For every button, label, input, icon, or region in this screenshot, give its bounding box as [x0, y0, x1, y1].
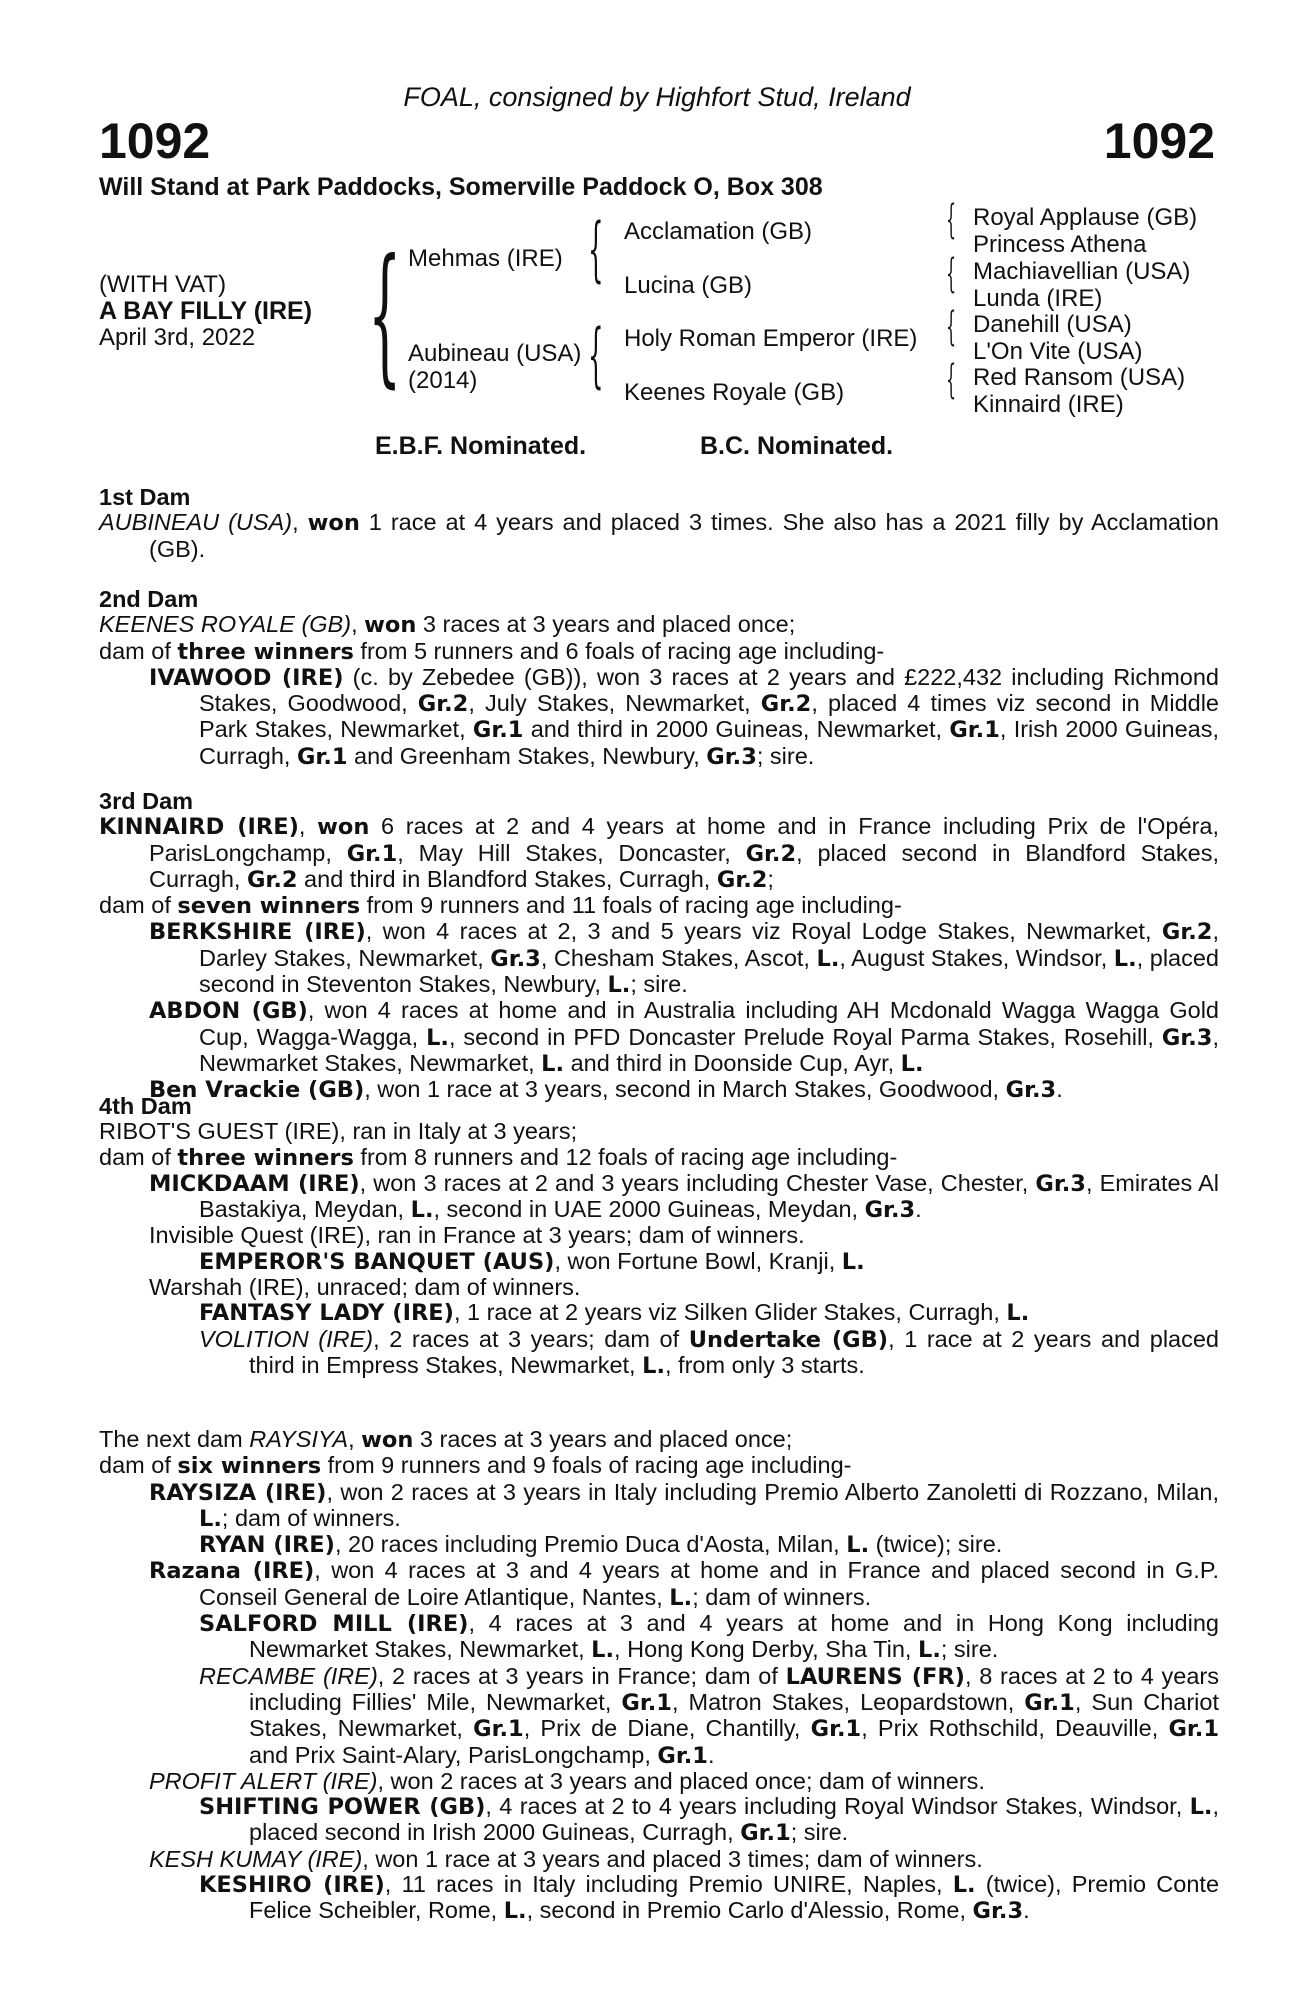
- pedigree-dam-dam: Keenes Royale (GB): [624, 379, 845, 406]
- produce-raysiza: RAYSIZA (IRE), won 2 races at 3 years in Italy including Premio Alberto Zanoletti di Rozzano, Milan, L.; dam of winners.: [149, 1478, 1219, 1532]
- produce-ryan: RYAN (IRE), 20 races including Premio Duca d'Aosta, Milan, L. (twice); sire.: [199, 1531, 1003, 1559]
- produce-mickdaam: MICKDAAM (IRE), won 3 races at 2 and 3 years including Chester Vase, Chester, Gr.3, Emirates Al Bastakiya, Meydan, L., second in UAE 2000 Guineas, Meydan, Gr.3.: [149, 1169, 1219, 1224]
- consignor-line: FOAL, consigned by Highfort Stud, Ireland: [403, 82, 911, 112]
- fourth-dam-section: [99, 1094, 1219, 1379]
- next-dam-produce: dam of six winners from 9 runners and 9 foals of racing age including-: [99, 1452, 852, 1480]
- produce-warshah: Warshah (IRE), unraced; dam of winners.: [149, 1274, 581, 1301]
- pedigree-brace-2a: {: [588, 208, 604, 290]
- lot-number-right: 1092: [1103, 113, 1215, 169]
- pedigree-dam-year: (2014): [408, 367, 478, 394]
- second-dam-section: [99, 587, 1219, 770]
- bc-nomination: B.C. Nominated.: [700, 432, 894, 460]
- produce-invisible-quest: Invisible Quest (IRE), ran in France at 3 years; dam of winners.: [149, 1222, 805, 1249]
- third-dam-heading: 3rd Dam: [99, 788, 194, 814]
- first-dam-name: AUBINEAU (USA): [99, 509, 293, 536]
- pedigree-brace-1: {: [368, 228, 402, 402]
- pedigree-brace-2b: {: [588, 314, 604, 396]
- pedigree-brace-3a: {: [946, 197, 957, 243]
- pedigree-dss: Danehill (USA): [973, 311, 1132, 338]
- pedigree-ssd: Princess Athena: [973, 231, 1147, 258]
- first-dam-section: [99, 485, 1219, 562]
- pedigree-dsd: L'On Vite (USA): [973, 338, 1143, 365]
- pedigree-brace-3d: {: [946, 357, 957, 403]
- pedigree-dam-sire: Holy Roman Emperor (IRE): [624, 325, 918, 352]
- produce-fantasy-lady: FANTASY LADY (IRE), 1 race at 2 years viz Silken Glider Stakes, Curragh, L.: [199, 1299, 1030, 1327]
- third-dam-produce: dam of seven winners from 9 runners and 11 foals of racing age including-: [99, 892, 902, 920]
- ebf-nomination: E.B.F. Nominated.: [375, 432, 587, 460]
- foaling-date: April 3rd, 2022: [99, 324, 256, 351]
- second-dam-line: KEENES ROYALE (GB), won 3 races at 3 years and placed once;: [99, 611, 796, 639]
- second-dam-heading: 2nd Dam: [99, 586, 199, 612]
- fourth-dam-heading: 4th Dam: [99, 1093, 192, 1119]
- pedigree-brace-3b: {: [946, 251, 957, 297]
- lot-number-left: 1092: [99, 113, 211, 169]
- produce-profit-alert: PROFIT ALERT (IRE), won 2 races at 3 years and placed once; dam of winners.: [149, 1767, 985, 1794]
- produce-berkshire: BERKSHIRE (IRE), won 4 races at 2, 3 and 5 years viz Royal Lodge Stakes, Newmarket, Gr.2, Darley Stakes, Newmarket, Gr.3, Chesham Stakes, Ascot, L., August Stakes, Windsor, L., placed second in Steventon Stakes, Newbury, L.; sire.: [149, 918, 1219, 999]
- pedigree-sire-sire: Acclamation (GB): [624, 218, 813, 245]
- fourth-dam-line: RIBOT'S GUEST (IRE), ran in Italy at 3 years;: [99, 1118, 578, 1145]
- produce-ivawood: IVAWOOD (IRE) (c. by Zebedee (GB)), won 3 races at 2 years and £222,432 including Richmond Stakes, Goodwood, Gr.2, July Stakes, Newmarket, Gr.2, placed 4 times viz second in Middle Park Stakes, Newmarket, Gr.1 and third in 2000 Guineas, Newmarket, Gr.1, Irish 2000 Guineas, Curragh, Gr.1 and Greenham Stakes, Newbury, Gr.3; sire.: [149, 663, 1219, 770]
- produce-salford-mill: SALFORD MILL (IRE), 4 races at 3 and 4 years at home and in Hong Kong including Newmarket Stakes, Newmarket, L., Hong Kong Derby, Sha Tin, L.; sire.: [199, 1610, 1219, 1664]
- vat-note: (WITH VAT): [99, 271, 227, 298]
- first-dam-text: AUBINEAU (USA), won 1 race at 4 years and placed 3 times. She also has a 2021 filly by Acclamation (GB).: [99, 509, 1219, 562]
- next-dam-line: The next dam RAYSIYA, won 3 races at 3 years and placed once;: [99, 1426, 793, 1453]
- next-dam-section: [99, 1427, 1219, 1925]
- first-dam-heading: 1st Dam: [99, 484, 191, 510]
- pedigree-sire-dam: Lucina (GB): [624, 272, 753, 299]
- pedigree-sds: Machiavellian (USA): [973, 258, 1191, 285]
- pedigree-sdd: Lunda (IRE): [973, 285, 1103, 312]
- produce-emperors-banquet: EMPEROR'S BANQUET (AUS), won Fortune Bowl, Kranji, L.: [199, 1247, 865, 1275]
- lot-name: A BAY FILLY (IRE): [99, 297, 313, 325]
- third-dam-section: [99, 789, 1219, 1104]
- produce-keshiro: KESHIRO (IRE), 11 races in Italy including Premio UNIRE, Naples, L. (twice), Premio Conte Felice Scheibler, Rome, L., second in Premio Carlo d'Alessio, Rome, Gr.3.: [199, 1871, 1220, 1925]
- pedigree-ddd: Kinnaird (IRE): [973, 391, 1124, 418]
- produce-kesh-kumay: KESH KUMAY (IRE), won 1 race at 3 years and placed 3 times; dam of winners.: [149, 1845, 983, 1872]
- produce-volition: VOLITION (IRE), 2 races at 3 years; dam of Undertake (GB), 1 race at 2 years and placed third in Empress Stakes, Newmarket, L., from only 3 starts.: [199, 1325, 1220, 1379]
- produce-abdon: ABDON (GB), won 4 races at home and in Australia including AH Mcdonald Wagga Wagga Gold Cup, Wagga-Wagga, L., second in PFD Doncaster Prelude Royal Parma Stakes, Rosehill, Gr.3, Newmarket Stakes, Newmarket, L. and third in Doonside Cup, Ayr, L.: [149, 997, 1219, 1077]
- third-dam-line: KINNAIRD (IRE), won 6 races at 2 and 4 years at home and in France including Prix de l'Opéra, ParisLongchamp, Gr.1, May Hill Stakes, Doncaster, Gr.2, placed second in Blandford Stakes, Curragh, Gr.2 and third in Blandford Stakes, Curragh, Gr.2;: [99, 813, 1219, 893]
- pedigree-sss: Royal Applause (GB): [973, 204, 1198, 231]
- produce-recambe: RECAMBE (IRE), 2 races at 3 years in France; dam of LAURENS (FR), 8 races at 2 to 4 years including Fillies' Mile, Newmarket, Gr.1, Matron Stakes, Leopardstown, Gr.1, Sun Chariot Stakes, Newmarket, Gr.1, Prix de Diane, Chantilly, Gr.1, Prix Rothschild, Deauville, Gr.1 and Prix Saint-Alary, ParisLongchamp, Gr.1.: [199, 1662, 1219, 1769]
- pedigree-dds: Red Ransom (USA): [973, 364, 1186, 391]
- second-dam-produce: dam of three winners from 5 runners and 6 foals of racing age including-: [99, 637, 885, 665]
- produce-shifting-power: SHIFTING POWER (GB), 4 races at 2 to 4 years including Royal Windsor Stakes, Windsor, L., placed second in Irish 2000 Guineas, Curragh, Gr.1; sire.: [199, 1793, 1220, 1847]
- produce-ben-vrackie: Ben Vrackie (GB), won 1 race at 3 years, second in March Stakes, Goodwood, Gr.3.: [149, 1076, 1063, 1104]
- pedigree-brace-3c: {: [946, 304, 957, 350]
- fourth-dam-produce: dam of three winners from 8 runners and 12 foals of racing age including-: [99, 1143, 898, 1171]
- stand-location: Will Stand at Park Paddocks, Somerville Paddock O, Box 308: [99, 173, 823, 201]
- produce-razana: Razana (IRE), won 4 races at 3 and 4 years at home and in France and placed second in G.P. Conseil General de Loire Atlantique, Nantes, L.; dam of winners.: [149, 1557, 1219, 1611]
- pedigree-sire: Mehmas (IRE): [408, 245, 563, 272]
- pedigree-dam: Aubineau (USA): [408, 340, 582, 367]
